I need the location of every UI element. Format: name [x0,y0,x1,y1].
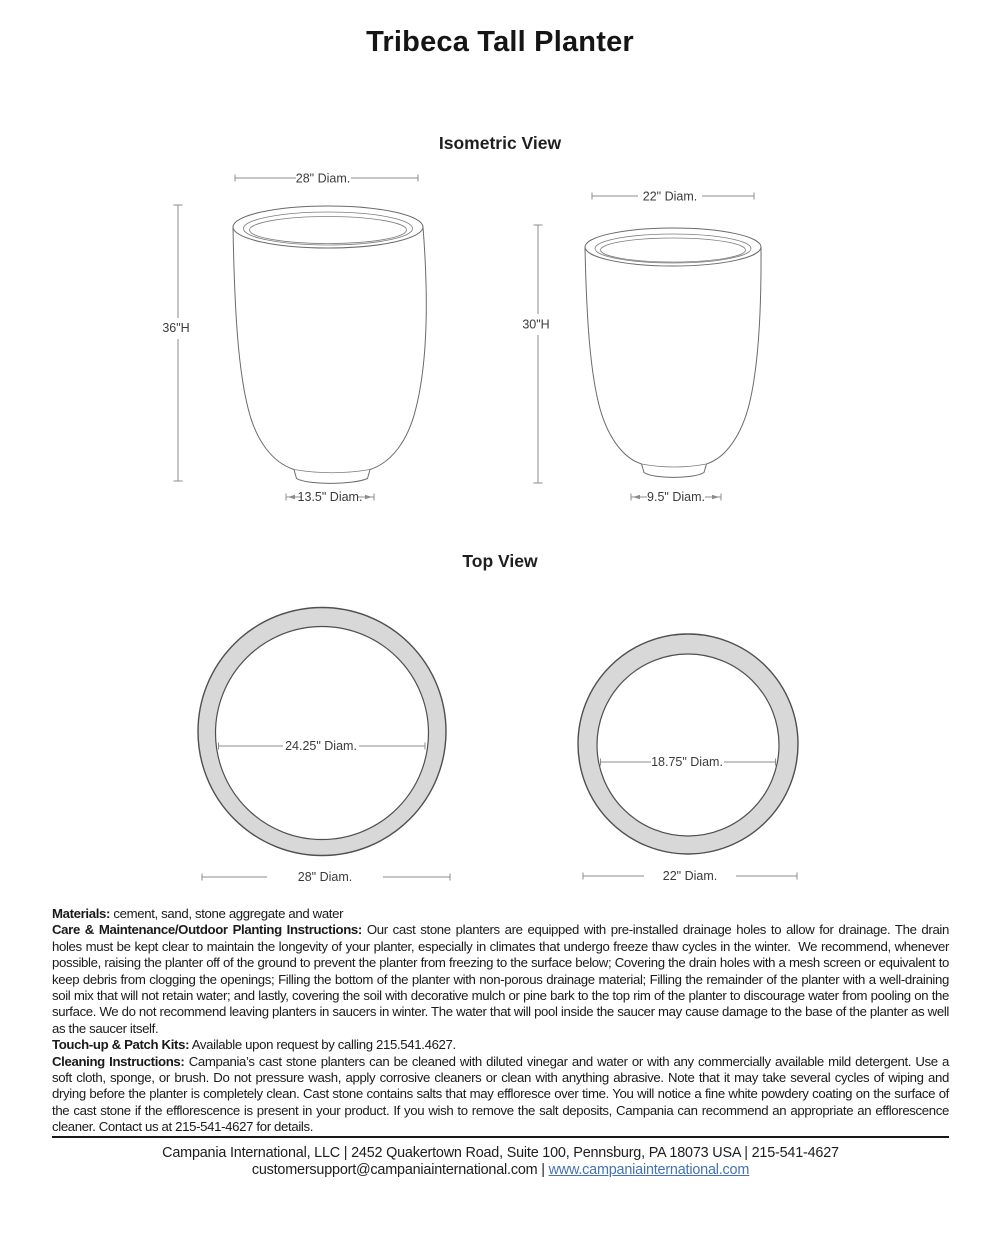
planter-opening [250,217,407,244]
iso-large-bottom-diameter-label: 13.5" Diam. [297,490,363,504]
touchup-label: Touch-up & Patch Kits: [52,1037,190,1053]
top-small-outer-diameter-label: 22" Diam. [662,869,718,883]
footer-divider-rule [52,1136,949,1138]
iso-view-large-planter [162,172,426,505]
planter-inner-circle [216,627,429,840]
cleaning-label: Cleaning Instructions: [52,1053,185,1069]
cleaning-instructions-paragraph [52,1054,949,1136]
planter-body-outline [233,227,426,483]
footer [52,1145,949,1180]
cleaning-text: Campania’s cast stone planters can be cleaned with diluted vinegar and water or with any commercially available mild detergent. Use a soft cloth, sponge, or brush. Do not pressure wash, apply corrosive cleaners or clean with anything abrasive. Note that it may take several cycles of wiping and drying before the planter is completely clean. Cast stone contains salts that may effloresce over time. You will notice a fine white powdery coating on the surface of the cast stone if the efflorescence is present in your product. If you wish to remove the salt deposits, Campania can recommend an appropriate an efflorescence cleaner. Contact us at 215-541-4627 for details. [52,1053,949,1135]
top-large-inner-diameter-label: 24.25" Diam. [285,739,357,753]
footer-separator: | [537,1162,549,1179]
footer-email: customersupport@campaniainternational.com [251,1162,538,1179]
materials-line [52,906,949,922]
touchup-text: Available upon request by calling 215.541.4627. [189,1037,456,1053]
spec-text-block [52,906,949,1180]
top-view-heading: Top View [462,551,538,571]
website-link[interactable]: www.campaniainternational.com [548,1162,750,1179]
materials-label: Materials: [52,906,111,921]
care-instructions-paragraph [52,922,949,1037]
planter-foot-line [294,470,370,473]
iso-small-bottom-diameter-label: 9.5" Diam. [647,490,705,504]
materials-text: cement, sand, stone aggregate and water [110,906,344,921]
planter-rim-inner [244,212,413,245]
isometric-view-heading: Isometric View [438,133,562,153]
care-text: Our cast stone planters are equipped with pre-installed drainage holes to allow for drainage. The drain holes must be kept clear to maintain the longevity of your planter, especially in climates that undergo freeze thaw cycles in the winter. We recommend, whenever possible, raising the planter off of the ground to prevent the planter from freezing to the surface below; Covering the drain holes with a mesh screen or equivalent to keep debris from clogging the openings; Filling the bottom of the planter with non-porous drainage material; Filling the remainder of the planter with a well-draining soil mix that will not retain water; and lastly, covering the soil with decorative mulch or pine bark to the top rim of the planter to discourage water from pooling on the surface. We do not recommend leaving planters in saucers in winter. The water that will pool inside the saucer may cause damage to the base of the planter as well as the saucer itself. [52,922,949,1036]
iso-small-height-label: 30"H [522,317,550,332]
iso-large-height-label: 36"H [162,321,190,335]
planter-foot-line [642,464,707,467]
top-view-small-planter [578,634,798,883]
top-small-inner-diameter-label: 18.75" Diam. [651,755,723,769]
planter-inner-circle [597,654,779,836]
planter-opening [601,238,746,262]
iso-view-small-planter [522,190,761,505]
touchup-kits-line [52,1037,949,1053]
planter-body-outline [585,247,761,477]
iso-large-top-diameter-label: 28" Diam. [295,171,351,186]
page-title: Tribeca Tall Planter [366,26,634,58]
top-view-large-planter [198,608,450,885]
top-large-outer-diameter-label: 28" Diam. [297,870,353,884]
footer-address-line: Campania International, LLC | 2452 Quakertown Road, Suite 100, Pennsburg, PA 18073 USA | 215-541-4627 [162,1144,839,1161]
care-label: Care & Maintenance/Outdoor Planting Instructions: [52,922,362,938]
footer-contact-line [52,1162,949,1180]
iso-small-top-diameter-label: 22" Diam. [642,189,698,204]
